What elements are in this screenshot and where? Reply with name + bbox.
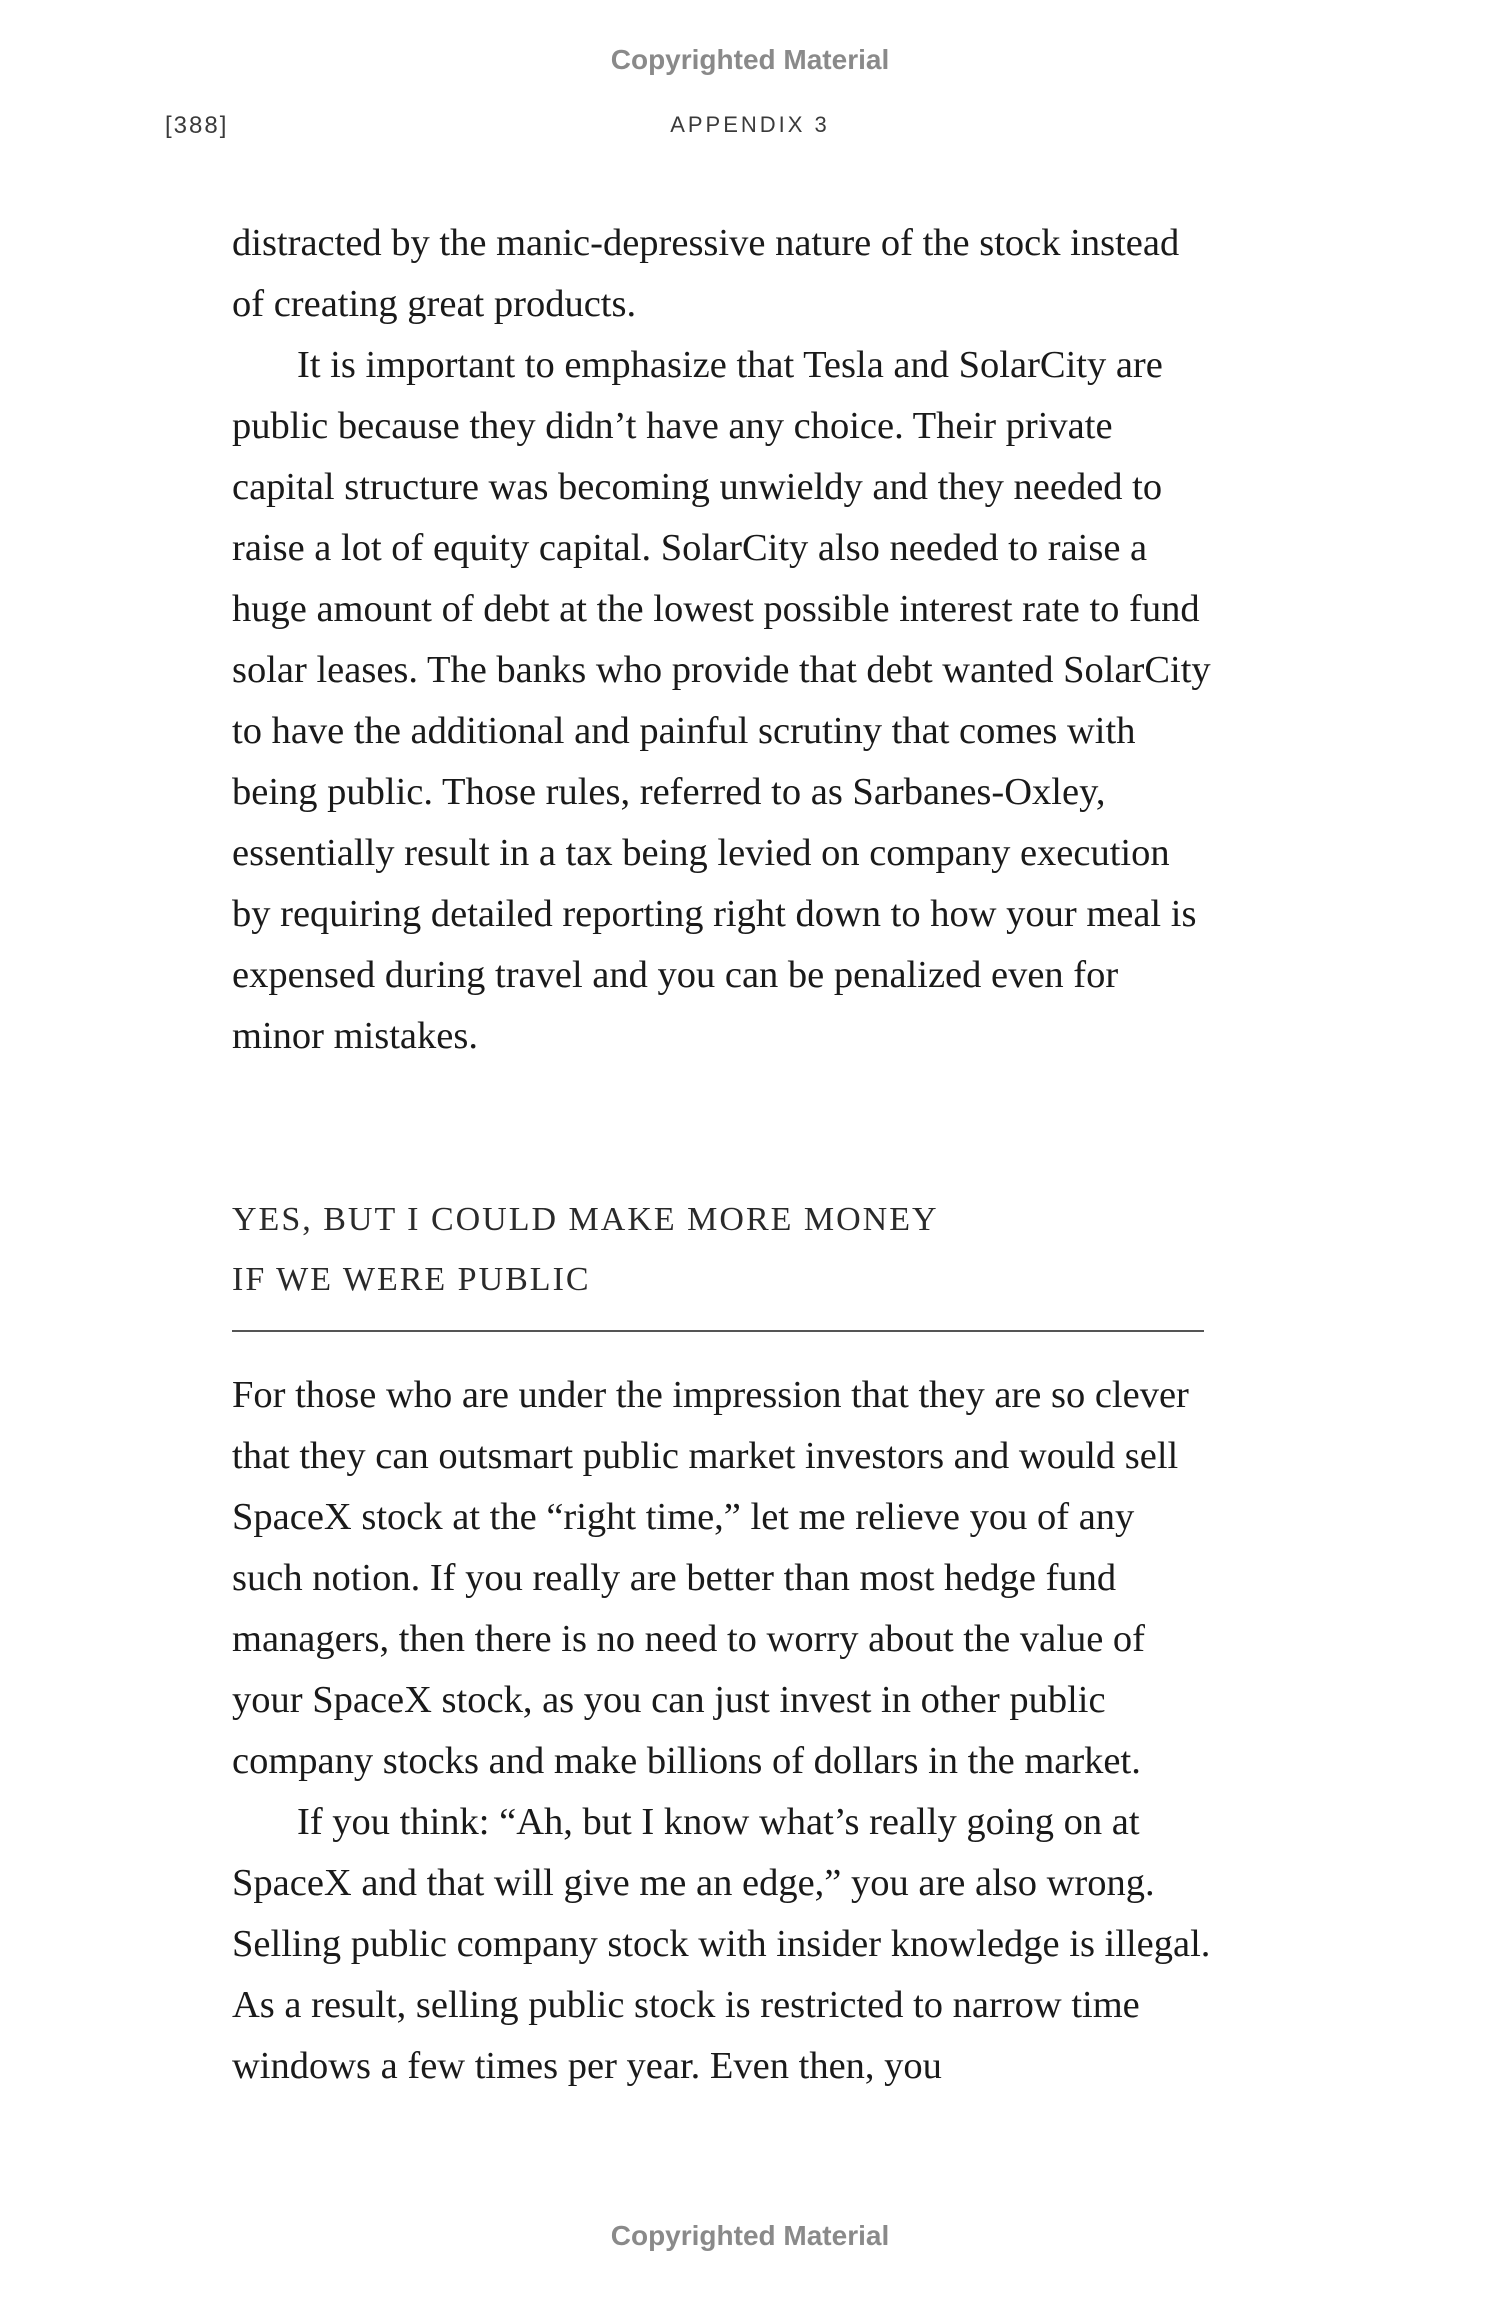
section-heading-line-1: YES, BUT I COULD MAKE MORE MONEY [232, 1201, 939, 1238]
running-header [0, 112, 1500, 152]
copyright-watermark-bottom: Copyrighted Material [610, 2220, 890, 2251]
running-title: APPENDIX 3 [670, 112, 830, 137]
section-divider [232, 1330, 1204, 1332]
body-text-bottom [232, 1365, 1212, 2097]
copyright-watermark-top: Copyrighted Material [610, 44, 890, 75]
section-heading-line-2: IF WE WERE PUBLIC [232, 1261, 591, 1298]
paragraph: It is important to emphasize that Tesla and SolarCity are public because they didn’t have any choice. Their private capital structure was becoming unwieldy and they needed to raise a lot of equity capital. SolarCity also needed to raise a huge amount of debt at the lowest possible interest rate to fund solar leases. The banks who provide that debt wanted SolarCity to have the additional and painful scrutiny that comes with being public. Those rules, referred to as Sarbanes-Oxley, essentially result in a tax being levied on company execution by requiring detailed reporting right down to how your meal is expensed during travel and you can be penalized even for minor mistakes. [232, 344, 1211, 1057]
body-text-top [232, 213, 1212, 1067]
paragraph: If you think: “Ah, but I know what’s really going on at SpaceX and that will give me an edge,” you are also wrong. Selling public company stock with insider knowledge is illegal. As a result, selling public stock is restricted to narrow time windows a few times per year. Even then, you [232, 1801, 1211, 2087]
page-number: [388] [165, 112, 229, 139]
section-heading [232, 1190, 1212, 1310]
paragraph-continued: distracted by the manic-depressive nature of the stock instead of creating great products. [232, 222, 1180, 325]
paragraph: For those who are under the impression that they are so clever that they can outsmart public market investors and would sell SpaceX stock at the “right time,” let me relieve you of any such notion. If you really are better than most hedge fund managers, then there is no need to worry about the value of your SpaceX stock, as you can just invest in other public company stocks and make billions of dollars in the market. [232, 1374, 1189, 1782]
